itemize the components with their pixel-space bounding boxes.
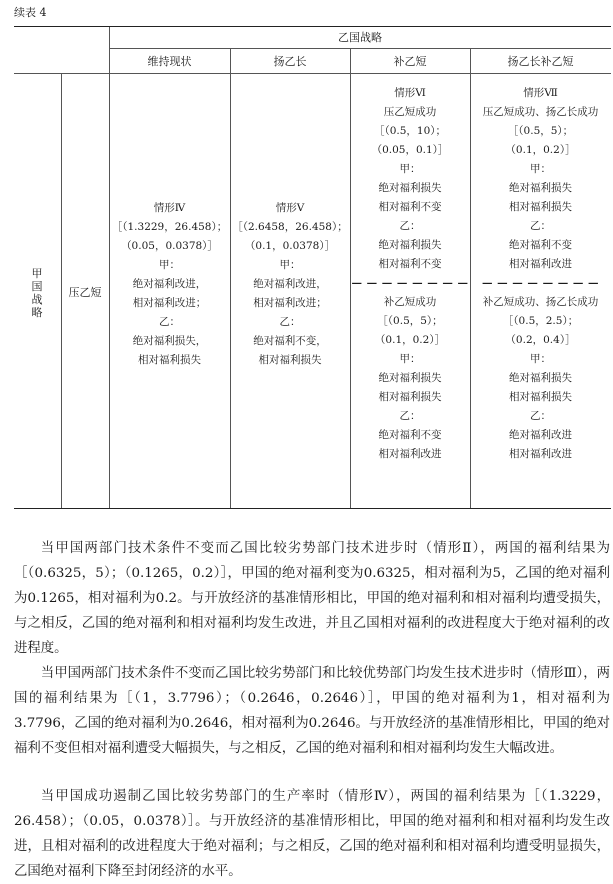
cell-line: 乙：	[159, 316, 180, 328]
dashed-divider: — — — — — — — —	[351, 277, 469, 289]
cell-line: ［（0.5，5）；	[507, 125, 574, 137]
cell-line: 补乙短成功	[383, 296, 437, 308]
cell-line: ［（0.5，2.5）；	[502, 315, 579, 327]
col-header-promote-strength: 扬乙长	[273, 55, 307, 68]
col-header-both: 扬乙长补乙短	[507, 55, 574, 68]
col-header-maintain: 维持现状	[147, 55, 192, 68]
cell-line: 甲：	[399, 353, 421, 365]
cell-line: ［（2.6458，26.458）；	[232, 221, 348, 233]
cell-line: 甲：	[399, 163, 421, 175]
cell-line: 乙：	[399, 410, 421, 422]
cell-fix-weakness-top	[350, 84, 470, 464]
cell-line: 甲：	[530, 353, 551, 365]
cell-line: 压乙短成功、扬乙长成功	[482, 106, 599, 118]
header-divider	[109, 48, 611, 49]
cell-maintain	[109, 199, 230, 370]
cell-line: 相对福利改进	[509, 258, 572, 270]
cell-line: 绝对福利改进	[509, 429, 572, 441]
cell-line: 相对福利损失	[509, 201, 572, 213]
cell-line: 乙：	[530, 410, 551, 422]
cell-line: 绝对福利改进，	[253, 278, 327, 290]
row-group-jia-strategy: 甲国战略	[31, 267, 43, 319]
cell-line: ［（0.5，10）；	[373, 125, 447, 137]
body-paragraph: 当甲国两部门技术条件不变而乙国比较劣势部门技术进步时（情形Ⅱ），两国的福利结果为［（0.6325，5）；（0.1265，0.2）］，甲国的绝对福利变为0.6325，相对福利为5，乙国的绝对福利为0.1265，相对福利为0.2。与开放经济的基准情形相比，甲国的绝对福利和相对福利均遭受损失，与之相反，乙国的绝对福利和相对福利均发生改进，并且乙国相对福利的改进程度大于绝对福利的改进程度。	[14, 541, 610, 656]
cell-line: 相对福利损失	[138, 354, 201, 366]
cell-line: 相对福利改进；	[253, 297, 327, 309]
cell-line: 情形Ⅵ	[394, 87, 426, 99]
dashed-divider: — — — — — — — —	[481, 277, 600, 289]
row-label-suppress-weakness: 压乙短	[68, 286, 102, 299]
cell-line: 相对福利改进；	[132, 297, 207, 309]
cell-line: 相对福利损失	[509, 391, 572, 403]
cell-line: 甲：	[159, 259, 180, 271]
cell-line: （0.05，0.0378）］	[121, 240, 218, 252]
cell-line: 绝对福利损失	[509, 182, 572, 194]
cell-line: （0.1，0.0378）］	[244, 240, 336, 252]
cell-line: 绝对福利改进，	[132, 278, 207, 290]
cell-line: 绝对福利损失，	[132, 335, 207, 347]
cell-line: 情形Ⅴ	[275, 202, 305, 214]
cell-line: 压乙短成功	[383, 106, 437, 118]
cell-line: 相对福利损失	[258, 354, 322, 366]
cell-line: 相对福利不变	[378, 201, 442, 213]
cell-line: （0.05，0.1）］	[371, 144, 449, 156]
body-paragraph: 当甲国成功遏制乙国比较劣势部门的生产率时（情形Ⅳ），两国的福利结果为［（1.3229，26.458）；（0.05，0.0378）］。与开放经济的基准情形相比，甲国的绝对福利和相对福利均发生改进，且相对福利的改进程度大于绝对福利；与之相反，乙国的绝对福利和相对福利均遭受明显损失，乙国绝对福利下降至封闭经济的水平。	[14, 789, 610, 879]
col-header-fix-weakness: 补乙短	[393, 55, 427, 68]
cell-line: 乙：	[399, 220, 421, 232]
cell-both	[470, 84, 611, 464]
strategy-payoff-table	[14, 26, 611, 509]
cell-line: 情形Ⅶ	[523, 87, 558, 99]
cell-line: 相对福利不变	[378, 258, 442, 270]
cell-line: （0.1，0.2）］	[374, 334, 446, 346]
cell-line: 绝对福利不变	[378, 429, 442, 441]
cell-line: 甲：	[279, 259, 301, 271]
cell-line: ［（0.5，5）；	[377, 315, 443, 327]
cell-line: 绝对福利不变	[509, 239, 572, 251]
cell-line: 相对福利改进	[509, 448, 572, 460]
cell-line: 相对福利损失	[378, 391, 442, 403]
cell-line: 乙：	[279, 316, 301, 328]
cell-line: 绝对福利损失	[378, 372, 442, 384]
top-header-yi-strategy: 乙国战略	[338, 31, 382, 44]
cell-promote-strength	[230, 199, 350, 370]
cell-line: 情形Ⅳ	[153, 202, 186, 214]
cell-line: ［（1.3229，26.458）；	[111, 221, 228, 233]
cell-line: 绝对福利不变，	[253, 335, 327, 347]
cell-line: （0.1，0.2）］	[505, 144, 576, 156]
cell-line: 乙：	[530, 220, 551, 232]
column-header-divider	[14, 73, 611, 74]
cell-line: 绝对福利损失	[509, 372, 572, 384]
cell-line: 绝对福利损失	[378, 182, 442, 194]
body-paragraph: 当甲国两部门技术条件不变而乙国比较劣势部门和比较优势部门均发生技术进步时（情形Ⅲ），两国的福利结果为［（1，3.7796）；（0.2646，0.2646）］，甲国的绝对福利为1，相对福利为3.7796，乙国的绝对福利为0.2646，相对福利为0.2646。与开放经济的基准情形相比，甲国的绝对福利不变但相对福利遭受大幅损失，与之相反，乙国的绝对福利和相对福利均发生大幅改进。	[14, 666, 610, 756]
table-continuation-caption: 续表 4	[14, 6, 47, 19]
cell-line: 甲：	[530, 163, 551, 175]
cell-line: 补乙短成功、扬乙长成功	[482, 296, 599, 308]
cell-line: （0.2，0.4）］	[505, 334, 576, 346]
cell-line: 相对福利改进	[378, 448, 442, 460]
cell-line: 绝对福利损失	[378, 239, 442, 251]
